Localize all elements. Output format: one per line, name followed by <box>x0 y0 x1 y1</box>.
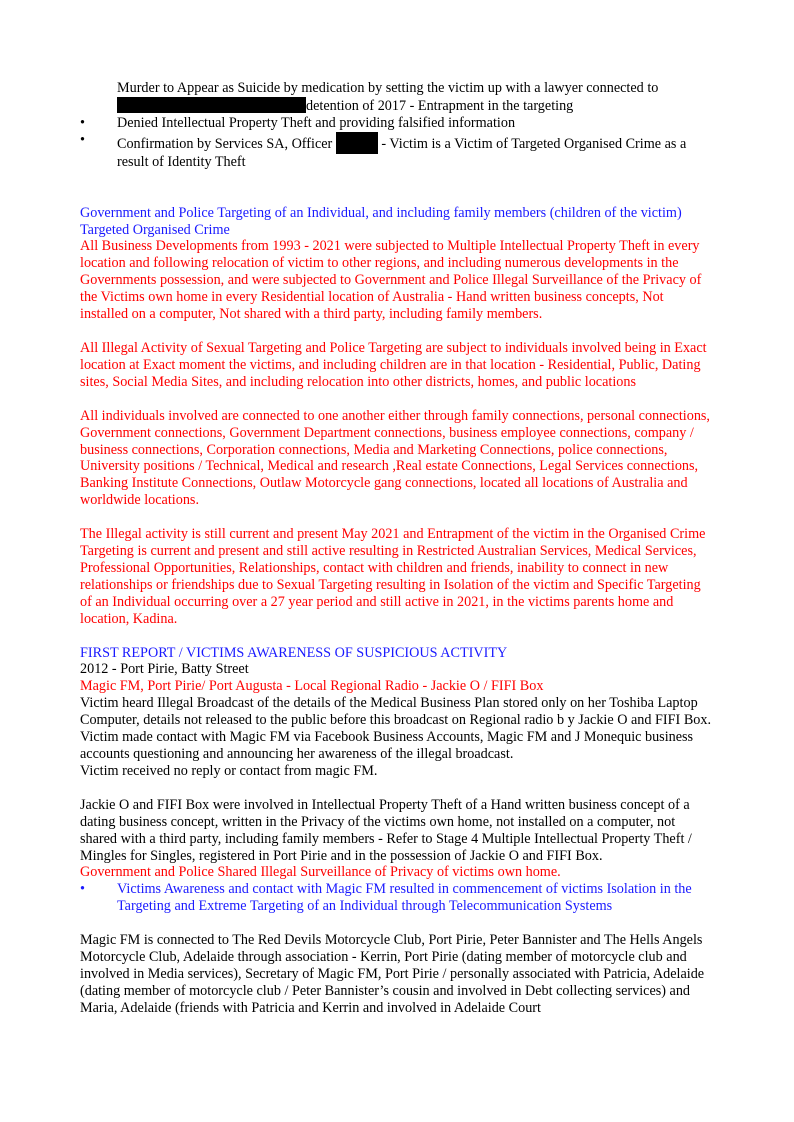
section-heading-1: Government and Police Targeting of an Individual, and including family members (children of the victim) <box>80 204 682 221</box>
top-bullet-1 <box>80 115 712 132</box>
top-bullet-2-after: - Victim is a Victim of Targeted Organised Crime as a result of Identity Theft <box>117 135 687 170</box>
ip-theft-paragraph: Jackie O and FIFI Box were involved in Intellectual Property Theft of a Hand written business concept of a dating business concept, written in the Privacy of the victims own home, not installed on a computer, not shared with a third party, including family members - Refer to Stage 4 Multiple Intellectual Property Theft / Mingles for Singles, registered in Port Pirie and in the possession of Jackie O and FIFI Box. <box>80 796 692 864</box>
section-ip-theft <box>80 797 712 915</box>
section-heading-2: Targeted Organised Crime <box>80 221 230 238</box>
top-line-2-text: detention of 2017 - Entrapment in the targeting <box>306 97 574 114</box>
first-report-subheading: Magic FM, Port Pirie/ Port Augusta - Local Regional Radio - Jackie O / FIFI Box <box>80 678 544 695</box>
bullet-dot: • <box>80 131 85 148</box>
top-bullet-2-before: Confirmation by Services SA, Officer <box>117 135 333 152</box>
paragraph-illegal-activity: All Illegal Activity of Sexual Targeting and Police Targeting are subject to individuals involved being in Exact location at Exact moment the victims, and including children are in that location - Residential, Public, Dating sites, Social Media Sites, and including relocation into other districts, homes, and public locations <box>80 339 707 390</box>
paragraph-magic-fm-connections: Magic FM is connected to The Red Devils Motorcycle Club, Port Pirie, Peter Bannister and The Hells Angels Motorcycle Club, Adelaide through association - Kerrin, Port Pirie (dating member of motorcycle club and involved in Media services), Secretary of Magic FM, Port Pirie / personally associated with Patricia, Adelaide (dating member of motorcycle club / Peter Bannister’s cousin and involved in Debt collecting services) and Maria, Adelaide (friends with Patricia and Kerrin and involved in Adelaide Court <box>80 932 705 1016</box>
first-report-para-b: Victim made contact with Magic FM via Facebook Business Accounts, Magic FM and J Monequic business accounts questioning and announcing her awareness of the illegal broadcast. <box>80 729 694 762</box>
section-targeting <box>80 205 712 323</box>
top-bullet-2 <box>80 132 712 171</box>
top-line-1: Murder to Appear as Suicide by medication by setting the victim up with a lawyer connected to <box>117 80 659 96</box>
paragraph-connections: All individuals involved are connected to one another either through family connections, personal connections, Government connections, Government Department connections, business employee connections, company / business connections, Corporation connections, Media and Marketing Connections, police connections, University positions / Technical, Medical and research ,Real estate Connections, Legal Services connections, Banking Institute Connections, Outlaw Motorcycle gang connections, located all locations of Australia and worldwide locations. <box>80 407 710 509</box>
document-page <box>80 80 712 1017</box>
redaction-box <box>117 97 306 113</box>
awareness-bullet <box>80 881 712 915</box>
top-bullet-1-text: Denied Intellectual Property Theft and providing falsified information <box>117 114 516 131</box>
awareness-bullet-text: Victims Awareness and contact with Magic FM resulted in commencement of victims Isolation in the Targeting and Extreme Targeting of an Individual through Telecommunication Systems <box>117 881 692 915</box>
redaction-box <box>336 132 378 154</box>
first-report-para-a: Victim heard Illegal Broadcast of the details of the Medical Business Plan stored only on her Toshiba Laptop Computer, details not released to the public before this broadcast on Regional radio b y Jackie O and FIFI Box. <box>80 695 712 729</box>
first-report-date: 2012 - Port Pirie, Batty Street <box>80 661 249 678</box>
surveillance-line: Government and Police Shared Illegal Surveillance of Privacy of victims own home. <box>80 864 561 881</box>
first-report-heading: FIRST REPORT / VICTIMS AWARENESS OF SUSPICIOUS ACTIVITY <box>80 644 508 661</box>
first-report-para-c: Victim received no reply or contact from magic FM. <box>80 762 378 779</box>
paragraph-current-activity: The Illegal activity is still current and present May 2021 and Entrapment of the victim in the Organised Crime Targeting is current and present and still active resulting in Restricted Australian Services, Medical Services, Professional Opportunities, Relationships, contact with children and friends, inability to connect in new relationships or friendships due to Sexual Targeting resulting in Isolation of the victim and Specific Targeting of an Individual occurring over a 27 year period and still active in 2021, in the victims parents home and location, Kadina. <box>80 526 706 627</box>
top-block <box>80 80 712 171</box>
section-first-report <box>80 645 712 780</box>
paragraph-business-developments: All Business Developments from 1993 - 2021 were subjected to Multiple Intellectual Property Theft in every location and following relocation of victim to other regions, and including numerous developments in the Governments possession, and were subjected to Government and Police Illegal Surveillance of the Privacy of the Victims own home in every Residential location of Australia - Hand written business concepts, Not installed on a computer, Not shared with a third party, including family members. <box>80 238 702 323</box>
bullet-dot: • <box>80 114 85 131</box>
top-line-2 <box>80 97 712 115</box>
bullet-dot: • <box>80 881 85 898</box>
